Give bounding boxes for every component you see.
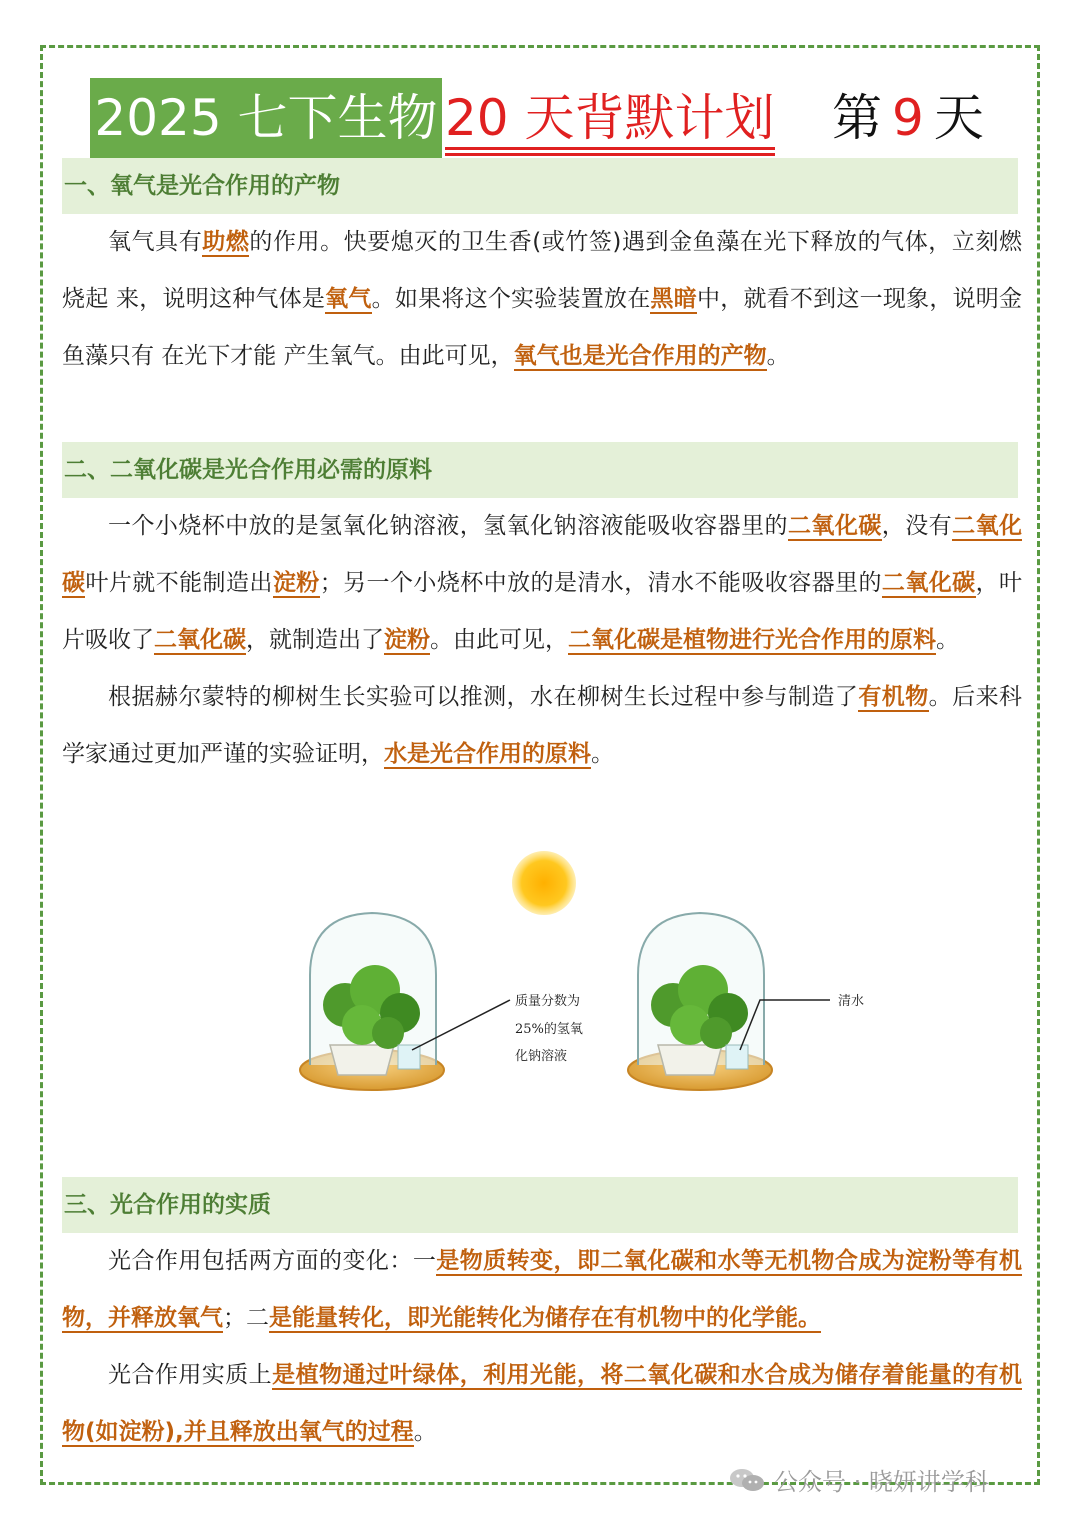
title-underline bbox=[445, 147, 775, 150]
day-label bbox=[832, 78, 984, 158]
text: ；二 bbox=[223, 1305, 269, 1331]
text: 。后来科学家通过更加严谨的实验证明， bbox=[62, 684, 1023, 767]
section-heading: 一、氧气是光合作用的产物 bbox=[62, 158, 1018, 214]
highlight: 黑暗 bbox=[650, 286, 697, 312]
wechat-icon bbox=[728, 1467, 766, 1493]
highlight: 二氧化碳是植物进行光合作用的原料 bbox=[568, 627, 936, 653]
text: ；另一个小烧杯中放的是清水，清水不能吸收容器里的 bbox=[319, 570, 882, 596]
header-title-text: 20 天背默计划 bbox=[445, 89, 775, 147]
text: ，就制造出了 bbox=[246, 627, 384, 653]
section-1-body bbox=[62, 214, 1022, 385]
section-3-body bbox=[62, 1233, 1022, 1461]
text: 。 bbox=[936, 627, 959, 653]
paragraph bbox=[62, 1233, 1022, 1347]
sun-icon bbox=[512, 851, 576, 915]
highlight: 是能量转化，即光能转化为储存在有机物中的化学能。 bbox=[269, 1305, 821, 1331]
text: 。如果将这个实验装置放在 bbox=[371, 286, 651, 312]
section-heading: 二、二氧化碳是光合作用必需的原料 bbox=[62, 442, 1018, 498]
label-naoh-line1: 质量分数为 bbox=[515, 994, 581, 1009]
text: 的作用。快要熄灭的卫生香(或竹签)遇到金鱼藻在光下释放的气体，立刻燃烧起 来，说明这种气体是 bbox=[62, 229, 1023, 312]
text: 光合作用包括两方面的变化：一 bbox=[108, 1248, 437, 1274]
text: 。由此可见， bbox=[430, 627, 568, 653]
highlight: 是植物通过叶绿体，利用光能，将二氧化碳和水合成为储存着能量的有机物(如淀粉),并且释放出氧气的过程 bbox=[62, 1362, 1023, 1445]
label-water: 清水 bbox=[838, 994, 865, 1009]
watermark-text: 公众号 · 晓妍讲学科 bbox=[774, 1468, 989, 1496]
text: 叶片就不能制造出 bbox=[85, 570, 273, 596]
text: 。 bbox=[413, 1419, 437, 1445]
highlight: 氧气也是光合作用的产物 bbox=[513, 343, 767, 369]
highlight: 水是光合作用的原料 bbox=[384, 741, 591, 767]
paragraph bbox=[62, 1347, 1022, 1461]
section-heading: 三、光合作用的实质 bbox=[62, 1177, 1018, 1233]
day-suffix: 天 bbox=[933, 89, 984, 147]
day-number: 9 bbox=[892, 89, 924, 147]
day-prefix: 第 bbox=[832, 89, 882, 147]
experiment-illustration bbox=[290, 845, 865, 1115]
text: 一个小烧杯中放的是氢氧化钠溶液，氢氧化钠溶液能吸收容器里的 bbox=[108, 513, 788, 539]
label-naoh-line2: 25%的氢氧 bbox=[515, 1022, 583, 1037]
highlight: 淀粉 bbox=[384, 627, 430, 653]
highlight: 二氧化碳 bbox=[62, 513, 1023, 596]
highlight: 氧气 bbox=[325, 286, 372, 312]
title-underline bbox=[445, 153, 775, 156]
left-bell-jar bbox=[300, 913, 510, 1090]
paragraph bbox=[62, 669, 1022, 783]
paragraph bbox=[62, 214, 1022, 385]
highlight: 淀粉 bbox=[272, 570, 320, 596]
highlight: 有机物 bbox=[858, 684, 929, 710]
highlight: 是物质转变，即二氧化碳和水等无机物合成为淀粉等有机物，并释放氧气 bbox=[62, 1248, 1023, 1331]
watermark bbox=[728, 1462, 989, 1497]
text: ，没有 bbox=[881, 513, 953, 539]
highlight: 二氧化碳 bbox=[787, 513, 882, 539]
section-2-body bbox=[62, 498, 1022, 783]
text: 。 bbox=[591, 741, 614, 767]
text: 中，就看不到这一现象，说明金鱼藻只有 在光下才能 产生氧气。由此可见， bbox=[62, 286, 1023, 369]
label-naoh-line3: 化钠溶液 bbox=[515, 1049, 568, 1064]
highlight: 二氧化碳 bbox=[154, 627, 246, 653]
text: ，叶片吸收了 bbox=[62, 570, 1023, 653]
header-title bbox=[445, 78, 775, 158]
highlight: 二氧化碳 bbox=[881, 570, 976, 596]
text: 光合作用实质上 bbox=[108, 1362, 273, 1388]
highlight: 助燃 bbox=[202, 229, 250, 255]
text: 根据赫尔蒙特的柳树生长实验可以推测，水在柳树生长过程中参与制造了 bbox=[108, 684, 859, 710]
text: 。 bbox=[766, 343, 790, 369]
paragraph bbox=[62, 498, 1022, 669]
header-badge: 2025 七下生物 bbox=[90, 78, 442, 158]
text: 氧气具有 bbox=[108, 229, 203, 255]
